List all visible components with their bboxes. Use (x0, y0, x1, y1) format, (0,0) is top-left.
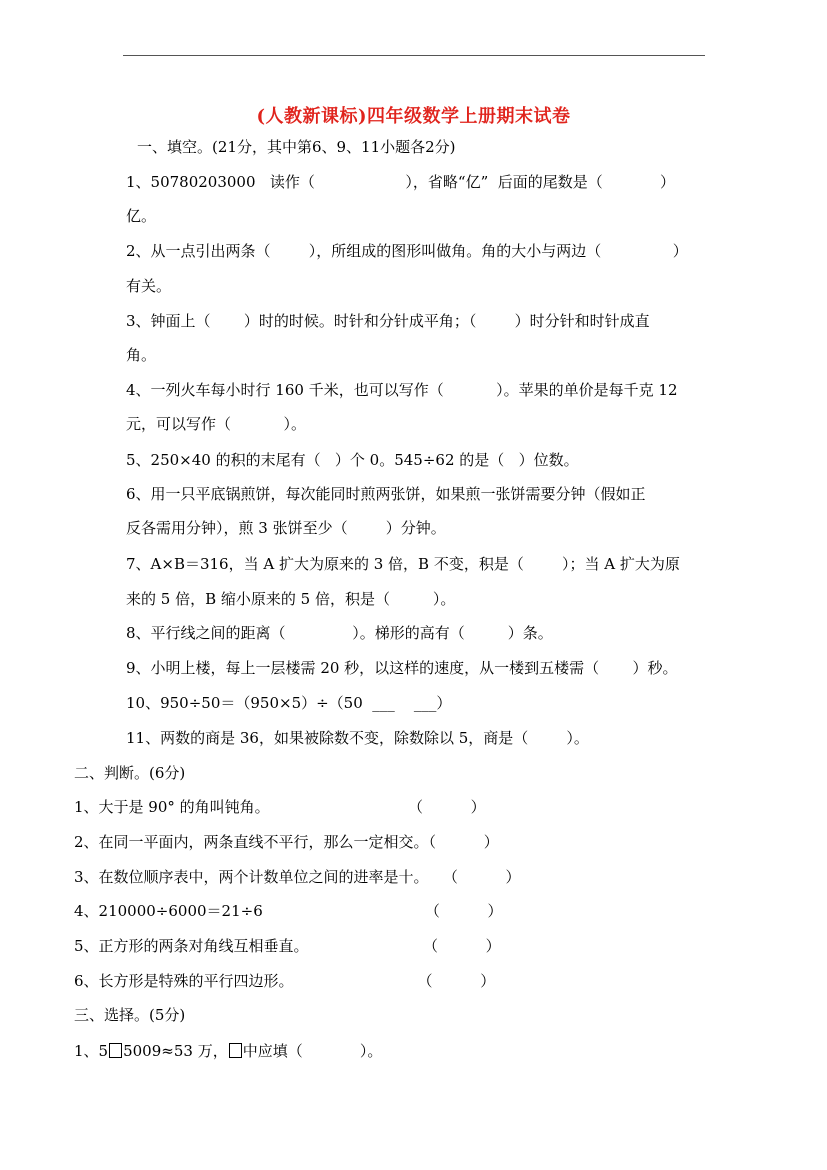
blank-box-icon (109, 1043, 122, 1058)
section-heading-true-false: 二、判断。(6分) (74, 764, 186, 782)
section-heading-fill-blank: 一、填空。(21分，其中第6、9、11小题各2分) (137, 138, 456, 156)
choice-text: 5009≈53 万， (123, 1042, 228, 1060)
judgement-line: 6、长方形是特殊的平行四边形。 （ ） (74, 972, 496, 990)
choice-text: 1、5 (74, 1042, 109, 1060)
header-rule (123, 55, 705, 56)
question-line: 5、250×40 的积的末尾有（ ）个 0。545÷62 的是（ ）位数。 (126, 451, 579, 469)
judgement-line: 5、正方形的两条对角线互相垂直。 （ ） (74, 937, 501, 955)
question-line: 9、小明上楼，每上一层楼需 20 秒，以这样的速度，从一楼到五楼需（ ）秒。 (126, 659, 678, 677)
question-line: 有关。 (126, 277, 172, 295)
question-line: 角。 (126, 346, 157, 364)
blank-box-icon (229, 1043, 242, 1058)
question-line: 4、一列火车每小时行 160 千米，也可以写作（ ）。苹果的单价是每千克 12 (126, 381, 678, 399)
choice-text: 中应填（ ）。 (242, 1042, 383, 1060)
question-line: 10、950÷50＝（950×5）÷（50 ___ ___） (126, 694, 452, 712)
question-line: 亿。 (126, 207, 157, 225)
question-line: 7、A×B＝316，当 A 扩大为原来的 3 倍，B 不变，积是（ ）；当 A 扩大为原 (126, 555, 680, 573)
question-line: 元，可以写作（ ）。 (126, 415, 306, 433)
question-line: 8、平行线之间的距离（ ）。梯形的高有（ ）条。 (126, 624, 553, 642)
question-line: 2、从一点引出两条（ ），所组成的图形叫做角。角的大小与两边（ ） (126, 242, 688, 260)
question-line: 反各需用分钟），煎 3 张饼至少（ ）分钟。 (126, 519, 446, 537)
page-title: (人教新课标)四年级数学上册期末试卷 (256, 106, 571, 127)
question-line: 11、两数的商是 36，如果被除数不变，除数除以 5，商是（ ）。 (126, 729, 589, 747)
question-line: 3、钟面上（ ）时的时候。时针和分针成平角；（ ）时分针和时针成直 (126, 312, 650, 330)
question-line: 来的 5 倍，B 缩小原来的 5 倍，积是（ ）。 (126, 590, 456, 608)
choice-line (74, 1041, 382, 1061)
judgement-line: 3、在数位顺序表中，两个计数单位之间的进率是十。 （ ） (74, 868, 521, 886)
section-heading-multiple-choice: 三、选择。(5分) (74, 1006, 186, 1024)
question-line: 6、用一只平底锅煎饼，每次能同时煎两张饼，如果煎一张饼需要分钟（假如正 (126, 485, 646, 503)
judgement-line: 1、大于是 90° 的角叫钝角。 （ ） (74, 798, 486, 816)
judgement-line: 2、在同一平面内，两条直线不平行，那么一定相交。（ ） (74, 833, 499, 851)
question-line: 1、50780203000 读作（ ），省略“亿” 后面的尾数是（ ） (126, 173, 676, 191)
judgement-line: 4、210000÷6000＝21÷6 （ ） (74, 902, 503, 920)
